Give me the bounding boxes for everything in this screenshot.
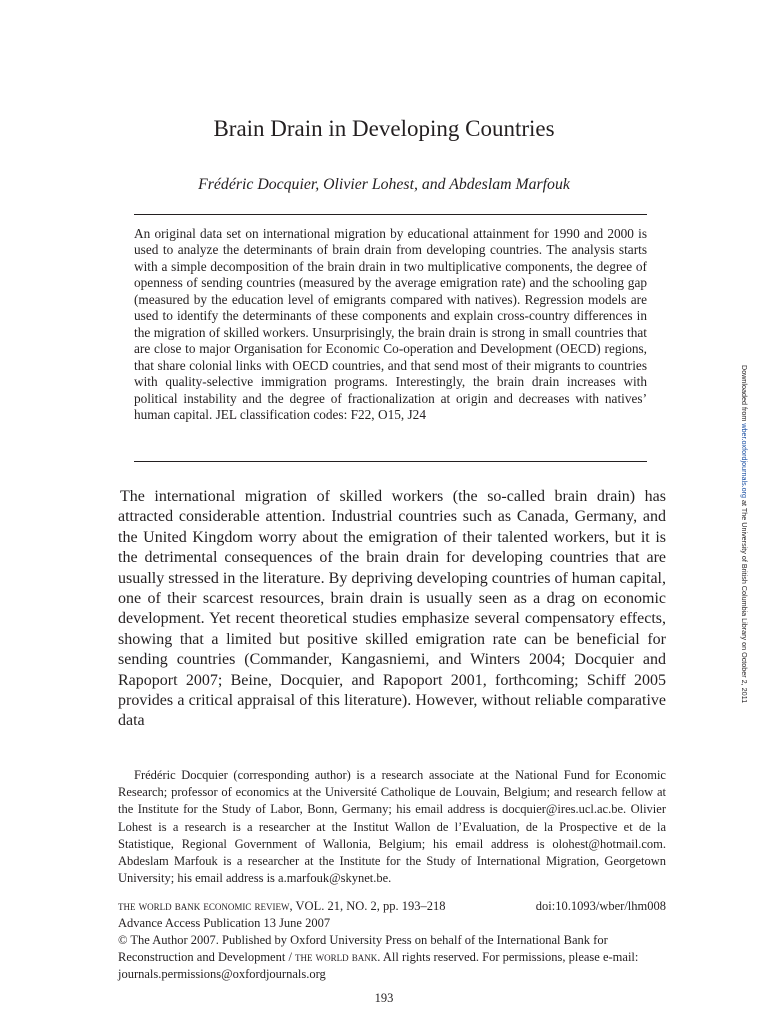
copyright-notice [118, 932, 666, 983]
watermark-prefix: Downloaded from [740, 365, 749, 424]
paper-title: Brain Drain in Developing Countries [213, 116, 555, 141]
citation [118, 898, 446, 915]
publication-info [118, 898, 666, 983]
author-footnote [118, 767, 666, 887]
body-paragraph: The international migration of skilled workers (the so-called brain drain) has attracted considerable attention. Industrial countries such as Canada, Germany, and the United Kingdom worry about the emigration of their talented workers, but it is the detrimental consequences of the brain drain for developing countries that are usually stressed in the literature. By depriving developing countries of human capital, one of their scarcest resources, brain drain is usually seen as a drag on economic development. Yet recent theoretical studies emphasize several compensatory effects, showing that a limited but positive skilled emigration rate can be beneficial for sending countries (Commander, Kangasniemi, and Winters 2004; Docquier and Rapoport 2007; Beine, Docquier, and Rapoport 2001, forthcoming; Schiff 2005 provides a critical appraisal of this literature). However, without reliable comparative data [118, 488, 666, 730]
body-text [118, 487, 666, 732]
footnote-text: Frédéric Docquier (corresponding author) is a research associate at the National Fund for Economic Research; professor of economics at the Université Catholique de Louvain, Belgium; and research fellow at the Institute for the Study of Labor, Bonn, Germany; his email address is docquier@ires.ucl.ac.be. Olivier Lohest is a research is a researcher at the Institut Wallon de l’Evaluation, de la Prospective et de la Statistique, Regional Government of Wallonia, Belgium; his email address is olohest@hotmail.com. Abdeslam Marfouk is a researcher at the Institute for the Study of International Migration, Georgetown University; his email address is a.marfouk@skynet.be. [118, 768, 666, 886]
volume-issue-pages: , VOL. 21, NO. 2, pp. 193–218 [289, 899, 446, 913]
abstract-bottom-rule [134, 461, 647, 462]
watermark-link[interactable]: wber.oxfordjournals.org [740, 423, 749, 499]
copyright-suffix: . All rights reserved. For permissions, please e-mail: journals.permissions@oxfordjournals.org [118, 950, 639, 981]
copyright-org: the world bank [295, 950, 378, 964]
abstract-top-rule [134, 214, 647, 215]
advance-access: Advance Access Publication 13 June 2007 [118, 916, 331, 930]
abstract-text: An original data set on international migration by educational attainment for 1990 and 2000 is used to analyze the determinants of brain drain from developing countries. The analysis starts with a simple decomposition of the brain drain in two multiplicative components, the degree of openness of sending countries (measured by the average emigration rate) and the schooling gap (measured by the education level of emigrants compared with natives). Regression models are used to identify the determinants of these components and explain cross-country differences in the migration of skilled workers. Unsurprisingly, the brain drain is strong in small countries that are close to major Organisation for Economic Co-operation and Development (OECD) regions, that share colonial links with OECD countries, and that send most of their migrants to countries with quality-selective immigration programs. Interestingly, the brain drain increases with political instability and the degree of fractionalization at origin and decreases with natives’ human capital. JEL classification codes: F22, O15, J24 [134, 226, 647, 422]
citation-row [118, 898, 666, 915]
page-number: 193 [374, 991, 394, 1005]
copyright-prefix: © The Author 2007. Published by Oxford University Press on behalf of the International Bank for Reconstruction and Development / [118, 933, 608, 964]
download-watermark [740, 365, 749, 703]
author-list: Frédéric Docquier, Olivier Lohest, and Abdeslam Marfouk [198, 176, 570, 193]
journal-name: the world bank economic review [118, 899, 290, 913]
doi: doi:10.1093/wber/lhm008 [535, 899, 666, 913]
watermark-suffix: at The University of British Columbia Library on October 2, 2011 [740, 498, 749, 704]
abstract [134, 226, 647, 423]
